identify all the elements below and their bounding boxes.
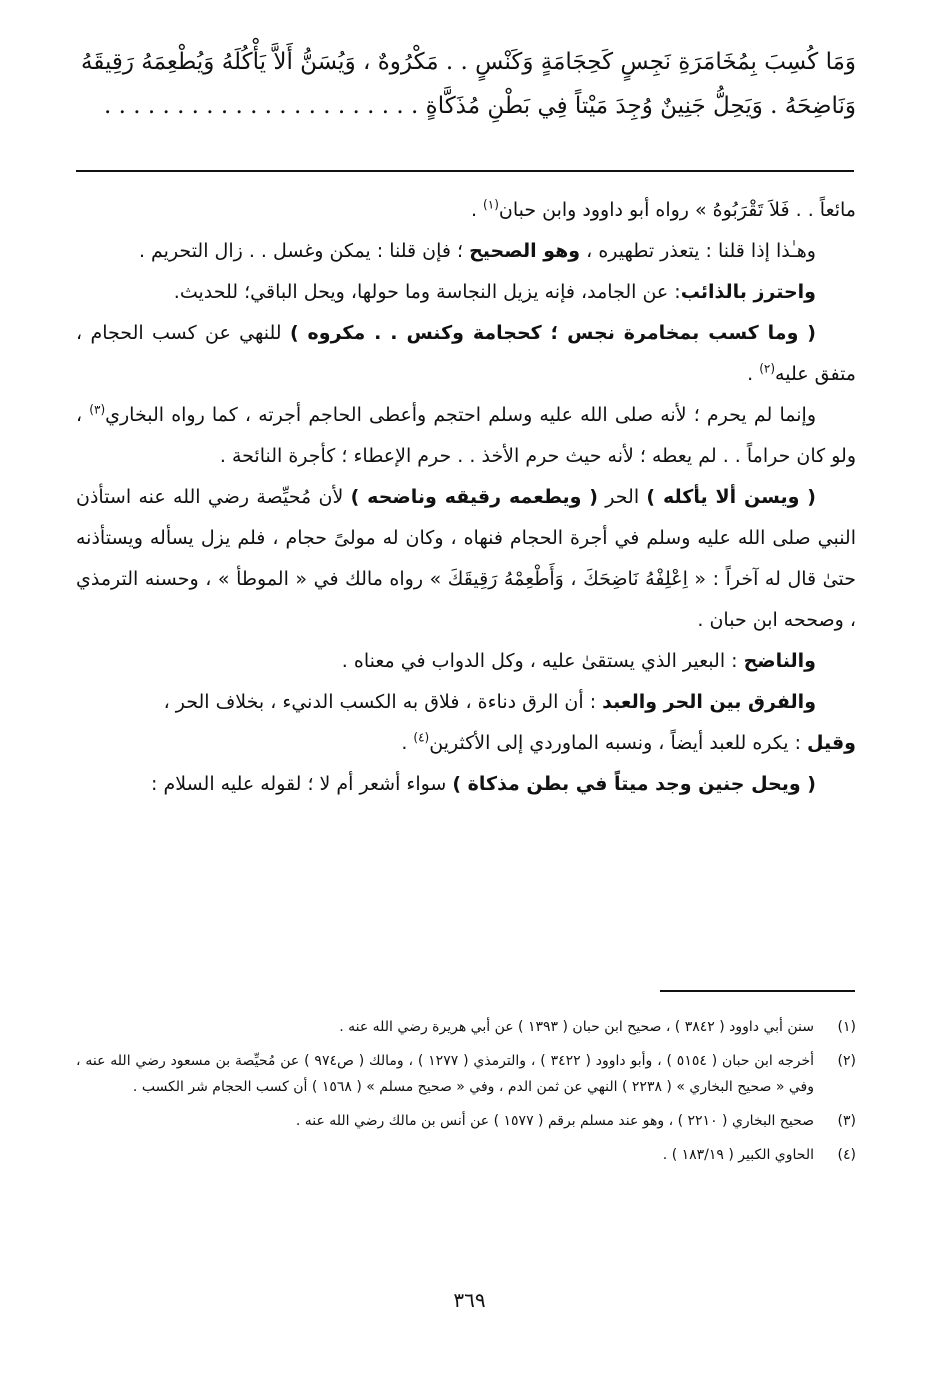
footnote-number: (١) [837,1019,856,1035]
footnote-text: سنن أبي داوود ( ٣٨٤٢ ) ، صحيح ابن حبان ( ١٣٩٣ ) عن أبي هريرة رضي الله عنه . [339,1019,814,1035]
footnote-divider [660,990,855,992]
matn-line: وَمَا كُسِبَ بِمُخَامَرَةِ نَجِسٍ كَحِجَامَةٍ وَكَنْسٍ . . مَكْرُوهٌ ، وَيُسَنُّ أَلاَّ يَأْكُلَهُ وَيُطْعِمَهُ رَقِيقَهُ [80,49,856,75]
paragraph: وهـٰذا إذا قلنا : يتعذر تطهيره ، وهو الصحيح ؛ فإن قلنا : يمكن وغسل . . زال التحريم . [138,240,816,262]
footnote [76,1142,856,1168]
footnotes [76,1014,856,1176]
matn-divider [76,170,854,172]
footnote-ref[interactable]: (٤) [413,730,430,745]
footnote-ref[interactable]: (١) [483,197,499,212]
paragraph: والناضح : البعير الذي يستقىٰ عليه ، وكل الدواب في معناه . [341,650,816,672]
paragraph: مائعاً . . فَلاَ تَقْرَبُوهُ » رواه أبو داوود وابن حبان$^{(١)}$ . [470,197,856,221]
matn-line: وَنَاضِحَهُ . وَيَحِلُّ جَنِينٌ وُجِدَ مَيْتاً فِي بَطْنِ مُذَكَّاةٍ . . . . . . . . . . . . . . . . . . . . . . [103,93,856,119]
commentary-text [76,190,856,805]
footnote-number: (٣) [837,1113,856,1129]
paragraph: ( ويحل جنين وجد ميتاً في بطن مذكاة ) سواء أشعر أم لا ؛ لقوله عليه السلام : [151,773,816,795]
footnote-text: أخرجه ابن حبان ( ٥١٥٤ ) ، وأبو داوود ( ٣٤٢٢ ) ، والترمذي ( ١٢٧٧ ) ، ومالك ( ص٩٧٤ ) عن مُحيِّصة بن مسعود رضي الله عنه ، وفي « صحيح البخاري » ( ٢٢٣٨ ) النهي عن ثمن الدم ، وفي « صحيح مسلم » ( ١٥٦٨ ) أن كسب الحجام شر الكسب . [76,1053,814,1095]
page-number: ٣٦٩ [453,1288,486,1312]
paragraph: ( ويسن ألا يأكله ) الحر ( ويطعمه رقيقه وناضحه ) لأن مُحيِّصة رضي الله عنه استأذن النبي صلى الله عليه وسلم في أجرة الحجام فنهاه ، وكان له مولىً حجام ، فلم يزل يسأله ويستأذنه حتىٰ قال له آخراً : « اِعْلِفْهُ نَاضِحَكَ ، وَأَطْعِمْهُ رَقِيقَكَ » رواه مالك في « الموطأ » ، وحسنه الترمذي ، وصححه ابن حبان . [76,486,856,631]
footnote-number: (٤) [837,1147,856,1163]
footnote-ref[interactable]: (٢) [759,361,776,376]
footnote [76,1108,856,1134]
footnote-number: (٢) [837,1053,856,1069]
paragraph: وإنما لم يحرم ؛ لأنه صلى الله عليه وسلم احتجم وأعطى الحاجم أجرته ، كما رواه البخاري$^{(٣)}$ ، ولو كان حراماً . . لم يعطه ؛ لأنه حيث حرم الأخذ . . حرم الإعطاء ؛ كأجرة النائحة . [76,402,856,467]
footnote [76,1048,856,1100]
footnote [76,1014,856,1040]
paragraph: واحترز بالذائب: عن الجامد، فإنه يزيل النجاسة وما حولها، ويحل الباقي؛ للحديث. [173,281,816,303]
footnote-ref[interactable]: (٣) [89,402,106,417]
paragraph: والفرق بين الحر والعبد : أن الرق دناءة ، فلاق به الكسب الدنيء ، بخلاف الحر ، [163,691,816,713]
matn-text [76,40,856,128]
footnote-text: صحيح البخاري ( ٢٢١٠ ) ، وهو عند مسلم برقم ( ١٥٧٧ ) عن أنس بن مالك رضي الله عنه . [295,1113,814,1129]
paragraph: ( وما كسب بمخامرة نجس ؛ كحجامة وكنس . . مكروه ) للنهي عن كسب الحجام ، متفق عليه$^{(٢)}$ . [76,322,856,385]
footnote-text: الحاوي الكبير ( ١٨٣/١٩ ) . [662,1147,814,1163]
paragraph: وقيل : يكره للعبد أيضاً ، ونسبه الماوردي إلى الأكثرين$^{(٤)}$ . [401,730,856,754]
